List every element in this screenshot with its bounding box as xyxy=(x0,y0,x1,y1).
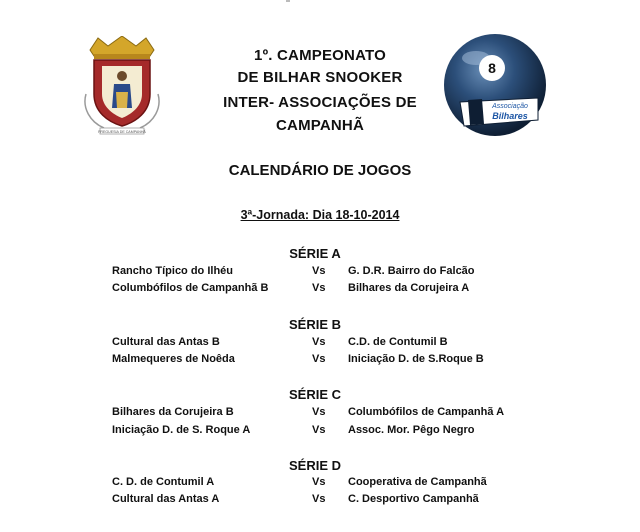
parish-coat-of-arms-icon xyxy=(80,36,164,138)
brand-line-2: Bilhares xyxy=(492,111,528,121)
versus-label: Vs xyxy=(312,353,326,365)
title-line-1: 1º. CAMPEONATO xyxy=(254,47,386,64)
home-team: C. D. de Contumil A xyxy=(112,476,215,488)
match-row xyxy=(0,424,640,440)
match-row xyxy=(0,336,640,352)
versus-label: Vs xyxy=(312,424,326,436)
round-date: 3ª-Jornada: Dia 18-10-2014 xyxy=(240,208,400,222)
home-team: Rancho Típico do Ilhéu xyxy=(112,265,233,277)
versus-label: Vs xyxy=(312,493,326,505)
away-team: Cooperativa de Campanhã xyxy=(348,476,487,488)
match-row xyxy=(0,353,640,369)
match-row xyxy=(0,265,640,281)
home-team: Columbófilos de Campanhã B xyxy=(112,282,269,294)
away-team: Bilhares da Corujeira A xyxy=(348,282,470,294)
versus-label: Vs xyxy=(312,336,326,348)
series-heading-d: SÉRIE D xyxy=(288,458,341,473)
brand-line-1: Associação xyxy=(492,103,528,110)
title-line-3: INTER- ASSOCIAÇÕES DE xyxy=(223,94,417,111)
match-row xyxy=(0,282,640,298)
match-row xyxy=(0,406,640,422)
versus-label: Vs xyxy=(312,282,326,294)
crest-motto: FREGUESIA DE CAMPANHÃ xyxy=(98,130,146,134)
versus-label: Vs xyxy=(312,406,326,418)
page-edge-mark xyxy=(286,0,290,2)
match-row xyxy=(0,493,640,509)
home-team: Cultural das Antas A xyxy=(112,493,220,505)
home-team: Malmequeres de Noêda xyxy=(112,353,235,365)
match-row xyxy=(0,476,640,492)
series-heading-b: SÉRIE B xyxy=(288,317,341,332)
title-line-2: DE BILHAR SNOOKER xyxy=(237,69,403,86)
away-team: Iniciação D. de S.Roque B xyxy=(348,353,484,365)
versus-label: Vs xyxy=(312,476,326,488)
away-team: G. D.R. Bairro do Falcão xyxy=(348,265,475,277)
title-line-4: CAMPANHÃ xyxy=(276,117,364,134)
home-team: Cultural das Antas B xyxy=(112,336,220,348)
home-team: Bilhares da Corujeira B xyxy=(112,406,234,418)
away-team: C.D. de Contumil B xyxy=(348,336,448,348)
away-team: Columbófilos de Campanhã A xyxy=(348,406,505,418)
schedule-heading: CALENDÁRIO DE JOGOS xyxy=(228,162,412,179)
series-heading-c: SÉRIE C xyxy=(288,387,341,402)
away-team: C. Desportivo Campanhã xyxy=(348,493,479,505)
versus-label: Vs xyxy=(312,265,326,277)
ball-number: 8 xyxy=(488,60,496,76)
away-team: Assoc. Mor. Pêgo Negro xyxy=(348,424,475,436)
home-team: Iniciação D. de S. Roque A xyxy=(112,424,251,436)
series-heading-a: SÉRIE A xyxy=(289,246,341,261)
